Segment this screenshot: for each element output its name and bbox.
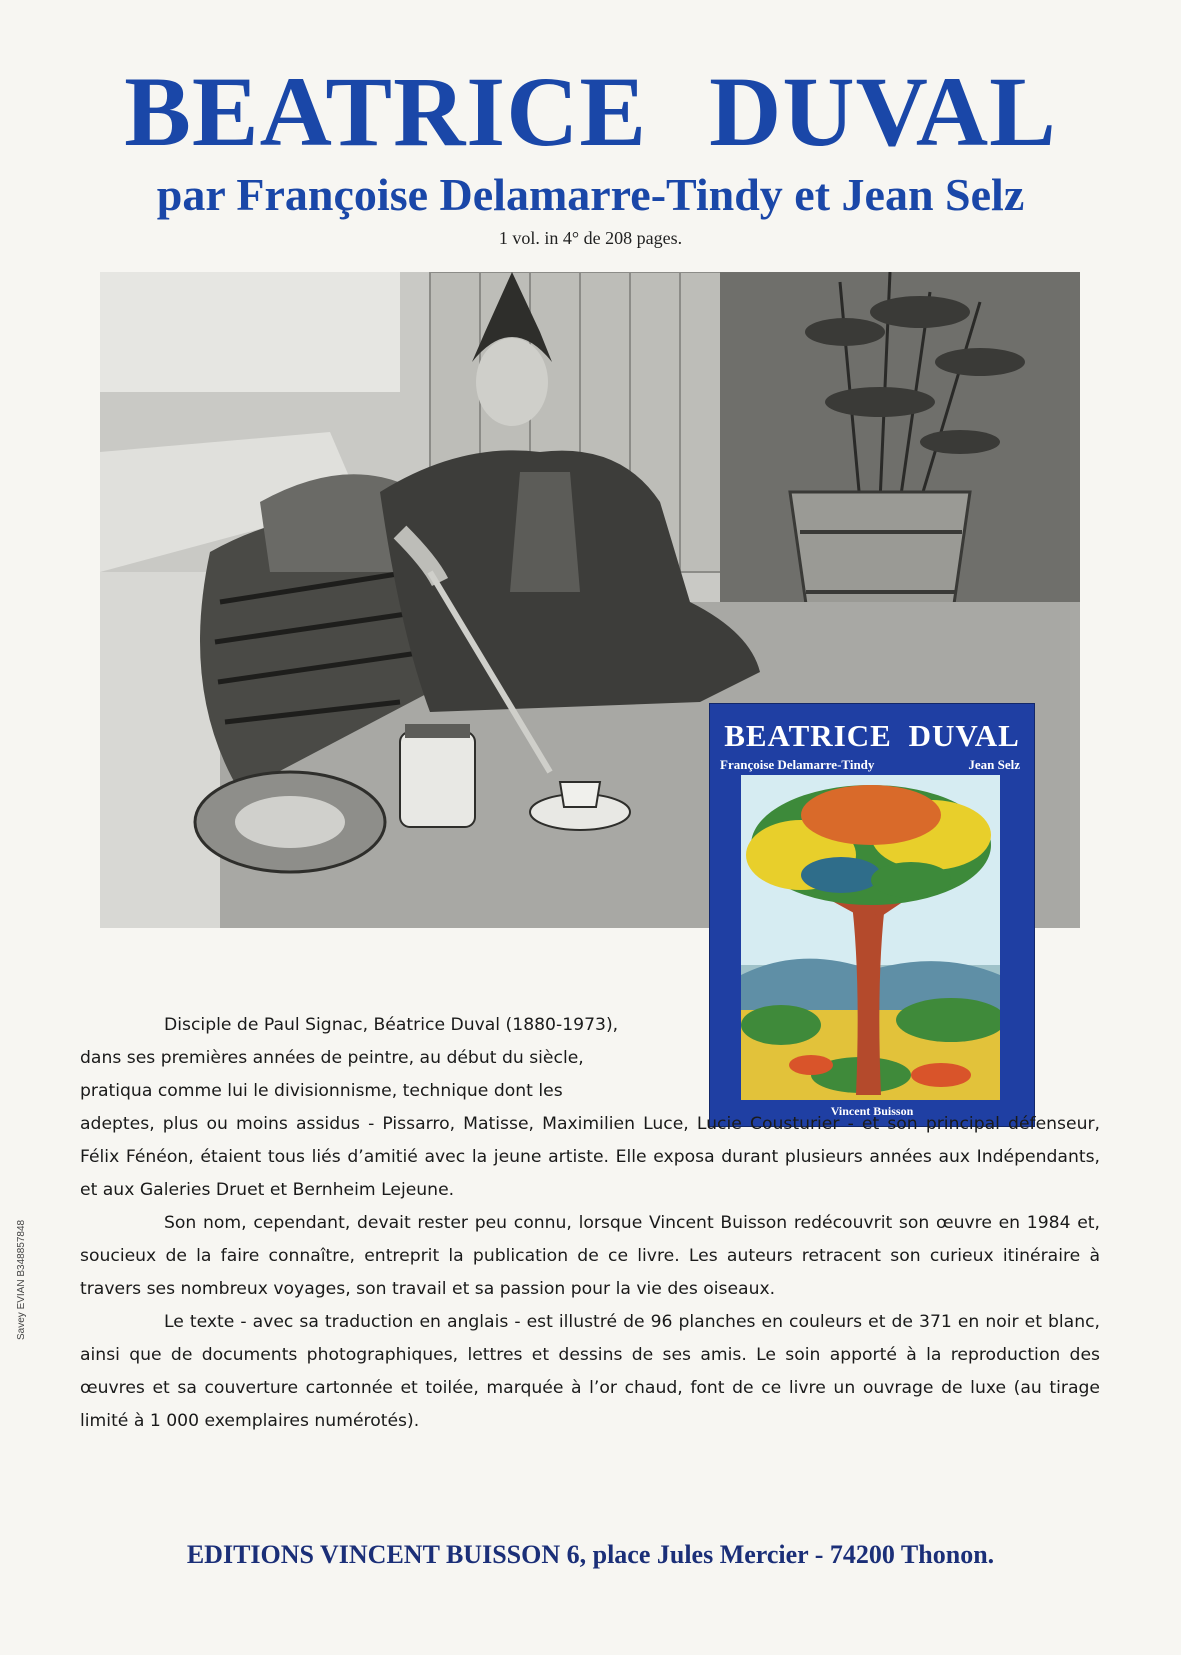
paragraph-3: Le texte - avec sa traduction en anglais - est illustré de 96 planches en couleurs et de 371 en noir et blanc, ainsi que de documents photographiques, lettres et dessins de ses amis. Le soin apporté à la reproduction des œuvres et sa couverture cartonnée et toilée, marquée à l’or chaud, font de ce livre un ouvrage de luxe (au tirage limité à 1 000 exemplaires numérotés). [80,1312,1100,1431]
publisher-address: EDITIONS VINCENT BUISSON 6, place Jules Mercier - 74200 Thonon. [186,1540,995,1569]
p1-line-3: pratiqua comme lui le divisionnisme, technique dont les [80,1081,563,1101]
p1-line-1: Disciple de Paul Signac, Béatrice Duval (1880-1973), [164,1015,619,1035]
volume-info: 1 vol. in 4° de 208 pages. [498,228,683,248]
cover-title: BEATRICE DUVAL [724,718,1020,753]
cover-author-right: Jean Selz [968,757,1020,772]
printer-code: Savey EVIAN B348857848 [16,1219,27,1340]
description-text [80,1009,1100,1438]
cover-author-left: Françoise Delamarre-Tindy [720,757,875,772]
authors-line: par Françoise Delamarre-Tindy et Jean Selz [156,169,1025,220]
paragraph-1-continued: adeptes, plus ou moins assidus - Pissarro, Matisse, Maximilien Luce, Lucie Cousturier - et son principal défenseur, Félix Fénéon, étaient tous liés d’amitié avec la jeune artiste. Elle exposa durant plusieurs années aux Indépendants, et aux Galeries Druet et Bernheim Lejeune. [80,1114,1100,1200]
paragraph-1 [80,1009,702,1108]
page-title: BEATRICE DUVAL [124,56,1057,167]
paragraph-2: Son nom, cependant, devait rester peu connu, lorsque Vincent Buisson redécouvrit son œuvre en 1984 et, soucieux de la faire connaître, entreprit la publication de ce livre. Les auteurs retracent son curieux itinéraire à travers ses nombreux voyages, son travail et sa passion pour la vie des oiseaux. [80,1213,1100,1299]
p1-line-2: dans ses premières années de peintre, au début du siècle, [80,1048,584,1068]
cover-publisher: Vincent Buisson [830,1104,914,1118]
